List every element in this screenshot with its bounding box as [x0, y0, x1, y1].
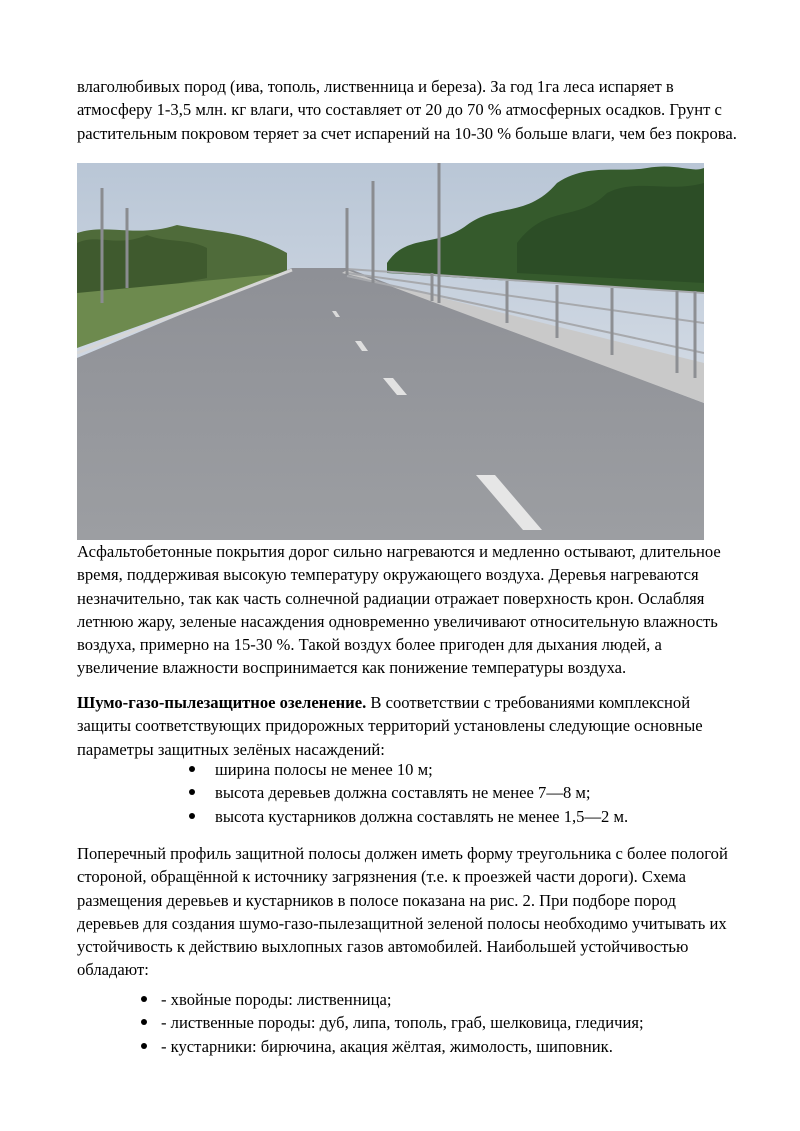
paragraph-noise-body: В соответствии с требованиями комплексной защиты соответствующих придорожных территорий установлены следующие основные параметры защитных зелёных насаждений: [77, 693, 703, 759]
section-heading: Шумо-газо-пылезащитное озеленение. [77, 693, 367, 712]
road-photo [77, 163, 704, 540]
bullet-icon [141, 1019, 147, 1025]
bullet-icon [189, 813, 195, 819]
species-list [161, 988, 644, 1058]
list-item: - лиственные породы: дуб, липа, тополь, граб, шелковица, гледичия; [161, 1011, 644, 1034]
paragraph-intro: влаголюбивых пород (ива, тополь, лиственница и береза). За год 1га леса испаряет в атмосферу 1-3,5 млн. кг влаги, что составляет от 20 до 70 % атмосферных осадков. Грунт с растительным покровом теряет за счет испарений на 10-30 % больше влаги, чем без покрова. [77, 77, 737, 143]
bullet-icon [141, 996, 147, 1002]
paragraph-noise-protection [77, 691, 737, 761]
bullet-icon [141, 1043, 147, 1049]
list-item: - кустарники: бирючина, акация жёлтая, жимолость, шиповник. [161, 1035, 644, 1058]
list-item: - хвойные породы: лиственница; [161, 988, 644, 1011]
bullet-icon [189, 766, 195, 772]
params-list [215, 758, 628, 828]
list-item: высота кустарников должна составлять не менее 1,5—2 м. [215, 805, 628, 828]
paragraph-asphalt: Асфальтобетонные покрытия дорог сильно нагреваются и медленно остывают, длительное время, поддерживая высокую температуру окружающего воздуха. Деревья нагреваются незначительно, так как часть солнечной радиации отражает поверхность крон. Ослабляя летнюю жару, зеленые насаждения одновременно увеличивают относительную влажность воздуха, примерно на 15-30 %. Такой воздух более пригоден для дыхания людей, а увеличение влажности воспринимается как понижение температуры воздуха. [77, 542, 721, 678]
list-item: ширина полосы не менее 10 м; [215, 758, 628, 781]
bullet-icon [189, 789, 195, 795]
paragraph-profile: Поперечный профиль защитной полосы должен иметь форму треугольника с более пологой стороной, обращённой к источнику загрязнения (т.е. к проезжей части дороги). Схема размещения деревьев и кустарников в полосе показана на рис. 2. При подборе пород деревьев для создания шумо-газо-пылезащитной зеленой полосы необходимо учитывать их устойчивость к действию выхлопных газов автомобилей. Наибольшей устойчивостью обладают: [77, 844, 728, 980]
list-item: высота деревьев должна составлять не менее 7—8 м; [215, 781, 628, 804]
